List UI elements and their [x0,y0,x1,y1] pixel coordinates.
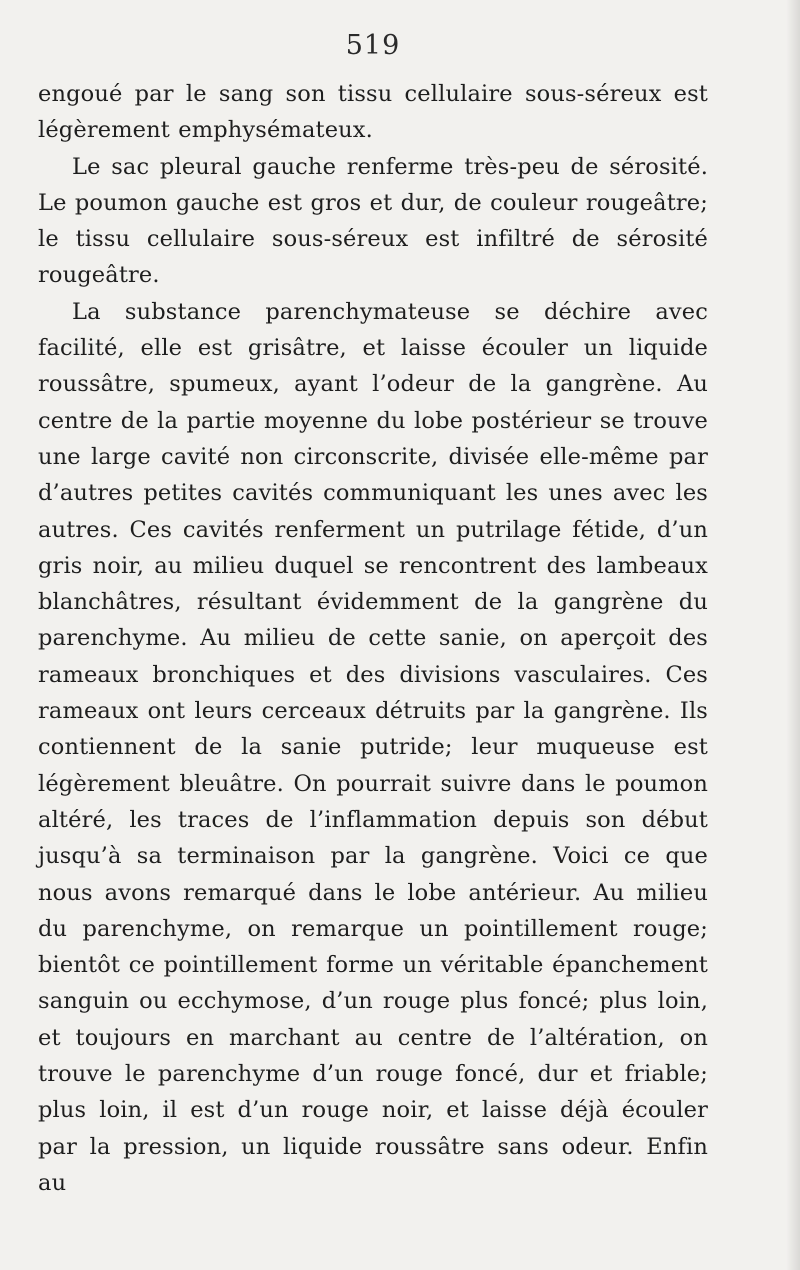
paragraph-2: Le sac pleural gauche renferme très-peu de sérosité. Le poumon gauche est gros et dur, de couleur rougeâtre; le tissu cellulaire sous-séreux est infiltré de sérosité rougeâtre. [38,153,708,289]
paragraph-3: La substance parenchymateuse se déchire avec facilité, elle est grisâtre, et laisse écouler un liquide roussâtre, spumeux, ayant l’odeur de la gangrène. Au centre de la partie moyenne du lobe postérieur se trouve une large cavité non circonscrite, divisée elle-même par d’autres petites cavités communiquant les unes avec les autres. Ces cavités renferment un putrilage fétide, d’un gris noir, au milieu duquel se rencontrent des lambeaux blanchâtres, résultant évidemment de la gangrène du parenchyme. Au milieu de cette sanie, on aperçoit des rameaux bronchiques et des divisions vasculaires. Ces rameaux ont leurs cerceaux détruits par la gangrène. Ils contiennent de la sanie putride; leur muqueuse est légèrement bleuâtre. On pourrait suivre dans le poumon altéré, les traces de l’inflammation depuis son début jusqu’à sa terminaison par la gangrène. Voici ce que nous avons remarqué dans le lobe antérieur. Au milieu du parenchyme, on remarque un pointillement rouge; bientôt ce pointillement forme un véritable épanchement sanguin ou ecchymose, d’un rouge plus foncé; plus loin, et toujours en marchant au centre de l’altération, on trouve le parenchyme d’un rouge foncé, dur et friable; plus loin, il est d’un rouge noir, et laisse déjà écouler par la pression, un liquide roussâtre sans odeur. Enfin au [38,298,708,1196]
paragraph-1: engoué par le sang son tissu cellulaire sous-séreux est légèrement emphysémateux. [38,81,708,144]
page-edge-shadow [786,0,800,1270]
body-text [38,76,708,1201]
page-number: 519 [345,30,401,61]
